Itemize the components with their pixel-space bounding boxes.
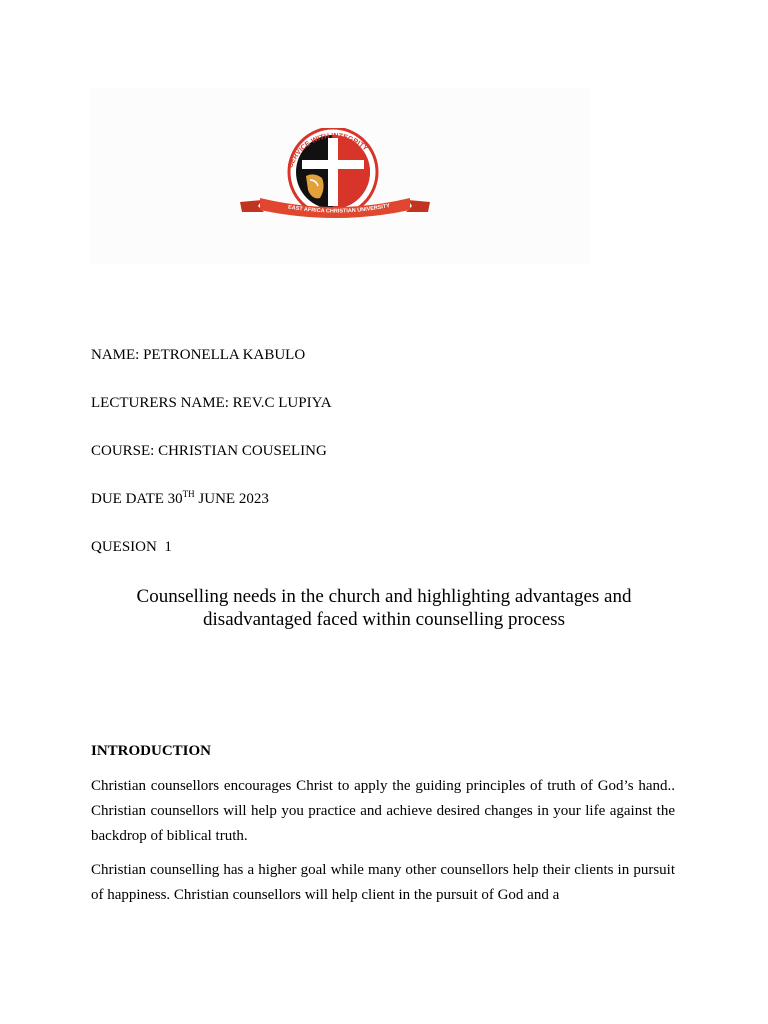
introduction-heading: INTRODUCTION	[91, 743, 212, 759]
university-logo-icon	[240, 128, 430, 223]
logo-motto-text: SERVICE WITH INTEGRITY	[287, 132, 369, 169]
lecturer-name: LECTURERS NAME: REV.C LUPIYA	[91, 395, 332, 411]
introduction-paragraph-2: Christian counselling has a higher goal while many other counsellors help their clients in pursuit of happiness. Christian counsellors will help client in the pursuit of God and a	[91, 862, 675, 903]
due-date	[91, 490, 269, 508]
logo-ribbon-text: EAST AFRICA CHRISTIAN UNIVERSITY	[287, 203, 391, 215]
course-name: COURSE: CHRISTIAN COUSELING	[91, 443, 327, 459]
question-number: QUESION 1	[91, 539, 172, 555]
due-date-superscript: TH	[182, 489, 195, 499]
due-date-suffix: JUNE 2023	[194, 491, 269, 507]
university-logo-area	[90, 88, 590, 264]
document-title	[0, 585, 768, 631]
introduction-paragraph-1: Christian counsellors encourages Christ to apply the guiding principles of truth of God’s hand.. Christian counsellors will help you practice and achieve desired changes in your life against the backdrop of biblical truth.	[91, 778, 675, 844]
document-title-line-1: Counselling needs in the church and highlighting advantages and	[136, 586, 632, 607]
document-title-line-2: disadvantaged faced within counselling process	[203, 609, 565, 630]
due-date-prefix: DUE DATE 30	[91, 491, 183, 507]
student-name: NAME: PETRONELLA KABULO	[91, 347, 306, 363]
